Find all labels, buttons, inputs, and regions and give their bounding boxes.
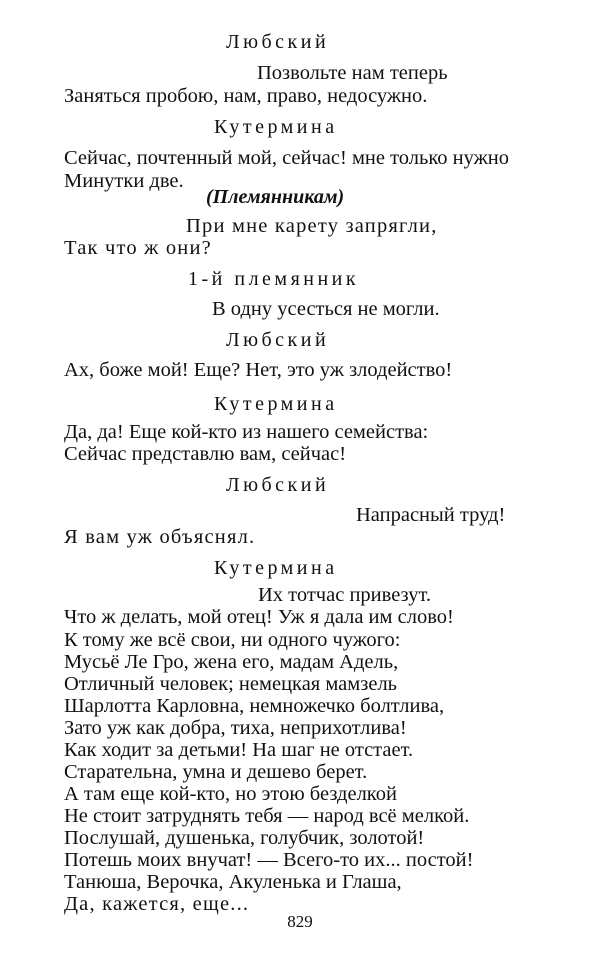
verse-line: Их тотчас привезут. bbox=[258, 584, 431, 606]
verse-line: В одну усесться не могли. bbox=[212, 298, 440, 320]
verse-line: К тому же всё свои, ни одного чужого: bbox=[64, 629, 401, 651]
speaker-name: Кутермина bbox=[214, 116, 338, 138]
verse-line: Заняться пробою, нам, право, недосужно. bbox=[64, 85, 428, 107]
verse-line: Зато уж как добра, тиха, неприхотлива! bbox=[64, 717, 407, 739]
speaker-name: Любский bbox=[226, 329, 330, 351]
speaker-name: Кутермина bbox=[214, 557, 338, 579]
verse-line: Послушай, душенька, голубчик, золотой! bbox=[64, 827, 425, 849]
verse-line: Да, да! Еще кой-кто из нашего семейства: bbox=[64, 421, 429, 443]
verse-line: Напрасный труд! bbox=[356, 504, 506, 526]
speaker-name: Любский bbox=[226, 474, 330, 496]
verse-line: Что ж делать, мой отец! Уж я дала им слово! bbox=[64, 606, 454, 628]
speaker-name: 1-й племянник bbox=[188, 268, 360, 290]
verse-line: Мусьё Ле Гро, жена его, мадам Адель, bbox=[64, 651, 399, 673]
verse-line: Сейчас, почтенный мой, сейчас! мне только нужно bbox=[64, 147, 509, 169]
speaker-name: Кутермина bbox=[214, 393, 338, 415]
verse-line: Отличный человек; немецкая мамзель bbox=[64, 673, 398, 695]
stage-direction: (Племянникам) bbox=[206, 186, 345, 208]
verse-line: При мне карету запрягли, bbox=[186, 215, 438, 237]
verse-line: Ах, боже мой! Еще? Нет, это уж злодейство! bbox=[64, 359, 453, 381]
verse-line: Сейчас представлю вам, сейчас! bbox=[64, 443, 347, 465]
verse-line: Не стоит затруднять тебя — народ всё мелкой. bbox=[64, 805, 470, 827]
verse-line: Как ходит за детьми! На шаг не отстает. bbox=[64, 739, 414, 761]
page-number: 829 bbox=[287, 912, 313, 931]
verse-line: Минутки две. bbox=[64, 170, 184, 192]
verse-line: Я вам уж объяснял. bbox=[64, 526, 256, 548]
verse-line: Танюша, Верочка, Акуленька и Глаша, bbox=[64, 871, 402, 893]
verse-line: Позвольте нам теперь bbox=[257, 62, 448, 84]
verse-line: Так что ж они? bbox=[64, 237, 212, 259]
verse-line: Да, кажется, еще... bbox=[64, 893, 250, 915]
verse-line: Потешь моих внучат! — Всего-то их... постой! bbox=[64, 849, 474, 871]
verse-line: Старательна, умна и дешево берет. bbox=[64, 761, 368, 783]
verse-line: Шарлотта Карловна, немножечко болтлива, bbox=[64, 695, 445, 717]
speaker-name: Любский bbox=[226, 31, 330, 53]
verse-line: А там еще кой-кто, но этою безделкой bbox=[64, 783, 397, 805]
